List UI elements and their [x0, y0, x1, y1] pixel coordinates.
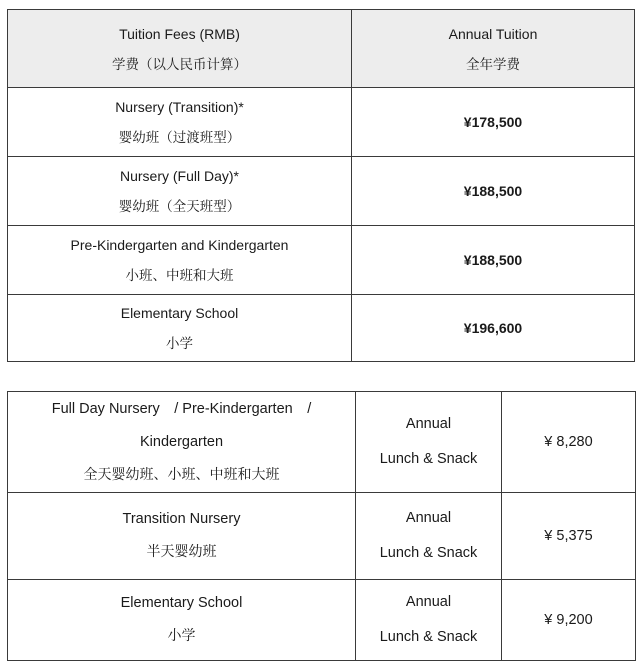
meal-amount: ¥ 5,375 — [544, 528, 593, 544]
program-cell — [8, 295, 352, 362]
meal-label-line2: Lunch & Snack — [379, 629, 478, 645]
table-row — [8, 295, 635, 362]
program-name-en: Elementary School — [120, 595, 243, 611]
header-annual-tuition — [352, 10, 635, 88]
program-name-zh: 小学 — [166, 336, 193, 352]
program-name-zh: 婴幼班（全天班型） — [118, 199, 241, 215]
program-name-zh: 全天婴幼班、小班、中班和大班 — [83, 466, 280, 483]
table-row — [8, 88, 635, 157]
price-cell — [352, 295, 635, 362]
amount-cell — [502, 580, 636, 661]
program-name-en: Nursery (Full Day)* — [119, 168, 239, 184]
program-cell — [8, 157, 352, 226]
meal-amount: ¥ 8,280 — [544, 434, 593, 450]
price-cell — [352, 157, 635, 226]
tuition-price: ¥196,600 — [463, 320, 523, 336]
header-program-en: Tuition Fees (RMB) — [119, 25, 240, 42]
program-cell — [8, 392, 356, 493]
price-cell — [352, 88, 635, 157]
table-row — [8, 226, 635, 295]
header-annual-tuition-zh: 全年学费 — [466, 56, 520, 73]
meal-fees-table — [7, 391, 636, 661]
table-row — [8, 392, 636, 493]
program-name-en: Full Day Nursery / Pre-Kindergarten / — [51, 400, 312, 417]
meal-label-line2: Lunch & Snack — [379, 545, 478, 561]
table-row — [8, 493, 636, 580]
program-name-zh: 小班、中班和大班 — [125, 268, 234, 284]
table-row — [8, 580, 636, 661]
price-cell — [352, 226, 635, 295]
amount-cell — [502, 392, 636, 493]
meal-label-line1: Annual — [405, 510, 452, 526]
tuition-price: ¥188,500 — [463, 252, 523, 268]
program-name-en-cont: Kindergarten — [139, 433, 224, 450]
amount-cell — [502, 493, 636, 580]
meal-label-cell — [356, 392, 502, 493]
meal-amount: ¥ 9,200 — [544, 612, 593, 628]
program-name-en: Nursery (Transition)* — [115, 99, 244, 115]
meal-label-cell — [356, 493, 502, 580]
program-name-en: Elementary School — [120, 305, 239, 321]
tuition-price: ¥188,500 — [463, 183, 523, 199]
program-name-en: Transition Nursery — [122, 511, 241, 527]
program-cell — [8, 580, 356, 661]
header-annual-tuition-en: Annual Tuition — [448, 25, 538, 42]
table-row — [8, 157, 635, 226]
program-cell — [8, 88, 352, 157]
program-cell — [8, 226, 352, 295]
tuition-fees-table — [7, 9, 635, 362]
tuition-price: ¥178,500 — [463, 114, 523, 130]
program-name-en: Pre-Kindergarten and Kindergarten — [70, 237, 289, 253]
program-cell — [8, 493, 356, 580]
tuition-header-row — [8, 10, 635, 88]
header-program-zh: 学费（以人民币计算） — [112, 56, 247, 73]
program-name-zh: 婴幼班（过渡班型） — [118, 130, 241, 146]
meal-label-line2: Lunch & Snack — [379, 451, 478, 467]
meal-label-cell — [356, 580, 502, 661]
meal-label-line1: Annual — [405, 594, 452, 610]
header-program — [8, 10, 352, 88]
meal-label-line1: Annual — [405, 416, 452, 432]
program-name-zh: 半天婴幼班 — [146, 544, 217, 560]
program-name-zh: 小学 — [167, 628, 196, 644]
